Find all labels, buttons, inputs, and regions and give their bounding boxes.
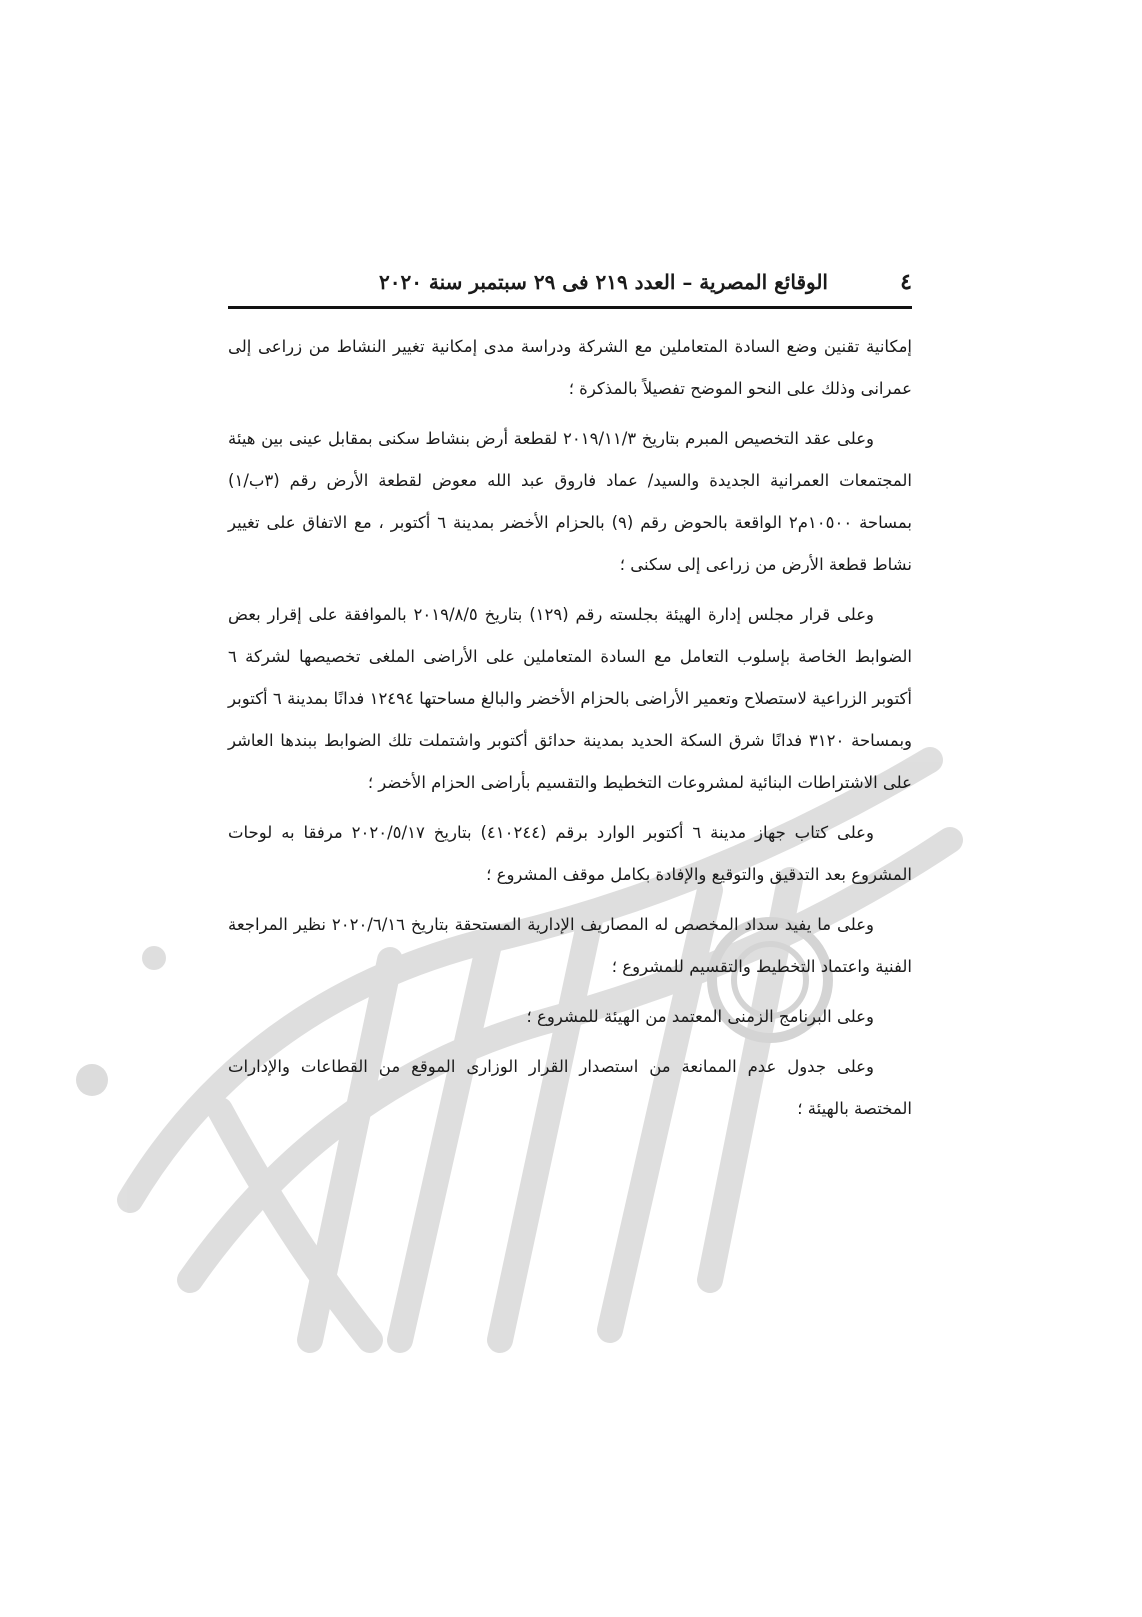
- page-header: [228, 258, 912, 306]
- paragraph-6: وعلى البرنامج الزمنى المعتمد من الهيئة للمشروع ؛: [526, 1007, 874, 1026]
- running-title: الوقائع المصرية – العدد ٢١٩ فى ٢٩ سبتمبر سنة ٢٠٢٠: [378, 270, 828, 294]
- paragraph-3: وعلى قرار مجلس إدارة الهيئة بجلسته رقم (١٢٩) بتاريخ ٢٠١٩/٨/٥ بالموافقة على إقرار بعض الضوابط الخاصة بإسلوب التعامل مع السادة المتعاملين على الأراضى الملغى تخصيصها لشركة ٦ أكتوبر الزراعية لاستصلاح وتعمير الأراضى بالحزام الأخضر والبالغ مساحتها ١٢٤٩٤ فدانًا بمدينة ٦ أكتوبر وبمساحة ٣١٢٠ فدانًا شرق السكة الحديد بمدينة حدائق أكتوبر واشتملت تلك الضوابط ببندها العاشر على الاشتراطات البنائية لمشروعات التخطيط والتقسيم بأراضى الحزام الأخضر ؛: [228, 605, 913, 792]
- watermark-dot: [142, 946, 166, 970]
- page-number: ٤: [900, 269, 912, 295]
- paragraph-5: وعلى ما يفيد سداد المخصص له المصاريف الإدارية المستحقة بتاريخ ٢٠٢٠/٦/١٦ نظير المراجعة الفنية واعتماد التخطيط والتقسيم للمشروع ؛: [228, 915, 912, 976]
- paragraph-2: وعلى عقد التخصيص المبرم بتاريخ ٢٠١٩/١١/٣ لقطعة أرض بنشاط سكنى بمقابل عينى بين هيئة المجتمعات العمرانية الجديدة والسيد/ عماد فاروق عبد الله معوض لقطعة الأرض رقم (٣ب/١) بمساحة ١٠٥٠٠م٢ الواقعة بالحوض رقم (٩) بالحزام الأخضر بمدينة ٦ أكتوبر ، مع الاتفاق على تغيير نشاط قطعة الأرض من زراعى إلى سكنى ؛: [228, 429, 913, 574]
- header-rule: [228, 306, 912, 309]
- document-body: [228, 326, 912, 1138]
- paragraph-4: وعلى كتاب جهاز مدينة ٦ أكتوبر الوارد برقم (٤١٠٢٤٤) بتاريخ ٢٠٢٠/٥/١٧ مرفقا به لوحات المشروع بعد التدقيق والتوقيع والإفادة بكامل موقف المشروع ؛: [228, 823, 912, 884]
- paragraph-1: إمكانية تقنين وضع السادة المتعاملين مع الشركة ودراسة مدى إمكانية تغيير النشاط من زراعى إلى عمرانى وذلك على النحو الموضح تفصيلاً بالمذكرة ؛: [228, 337, 912, 398]
- watermark-dot: [76, 1064, 108, 1096]
- paragraph-7: وعلى جدول عدم الممانعة من استصدار القرار الوزارى الموقع من القطاعات والإدارات المختصة بالهيئة ؛: [228, 1057, 912, 1118]
